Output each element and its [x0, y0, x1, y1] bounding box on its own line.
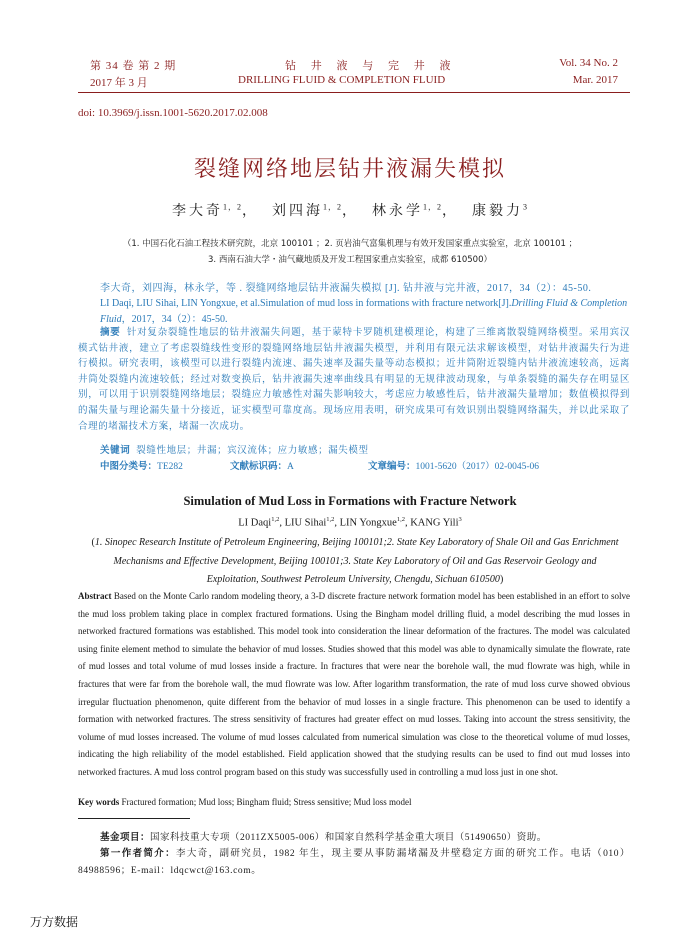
header-date-en: Mar. 2017 [572, 74, 618, 86]
document-code: 文献标识码：A [230, 462, 294, 472]
clc-number: 中图分类号：TE282 [100, 462, 183, 472]
affiliation-cn-line-2: 3. 西南石油大学・油气藏地质及开发工程国家重点实验室，成都 610500） [208, 255, 492, 265]
first-author-note: 第一作者简介：李大奇，副研究员，1982 年生，现主要从事防漏堵漏及井壁稳定方面的研究工作。电话（010）84988596；E-mail：ldqcwct@163.com。 [78, 849, 630, 876]
funding-note: 基金项目：国家科技重大专项（2011ZX5005-006）和国家自然科学基金重大项目（51490650）资助。 [100, 833, 547, 843]
header-volume-cn: 第 34 卷 第 2 期 [90, 60, 177, 72]
abstract-en-label: Abstract [78, 591, 112, 601]
paper-title-cn: 裂缝网络地层钻井液漏失模拟 [193, 157, 506, 182]
abstract-cn-label: 摘要 [100, 328, 121, 338]
citation-en: LI Daqi, LIU Sihai, LIN Yongxue, et al.Simulation of mud loss in formations with fracture network[J].Drilling Fluid & Completion Fluid，2017，34（2）：45-50. [100, 298, 628, 325]
article-number: 文章编号：1001-5620（2017）02-0045-06 [368, 462, 540, 472]
header-journal-en: DRILLING FLUID & COMPLETION FLUID [238, 74, 446, 86]
footnote-divider [78, 818, 190, 819]
paper-title-en: Simulation of Mud Loss in Formations with Fracture Network [183, 494, 517, 508]
affiliation-cn-line-1: （1. 中国石化石油工程技术研究院，北京 100101 ；2. 页岩油气富集机理与有效开发国家重点实验室，北京 100101 ； [122, 239, 578, 249]
watermark-wanfang: 万方数据 [30, 915, 79, 929]
doi[interactable]: doi: 10.3969/j.issn.1001-5620.2017.02.008 [78, 107, 268, 119]
author-cn-1: 李大奇$^{1,2}$， [172, 202, 259, 219]
header-divider [78, 92, 630, 93]
header-journal-cn: 钻 井 液 与 完 井 液 [285, 60, 457, 72]
header-volume-en: Vol. 34 No. 2 [559, 57, 618, 69]
author-cn-3: 林永学$^{1,2}$， [372, 202, 459, 219]
abstract-en: Abstract Based on the Monte Carlo random modeling theory, a 3-D discrete fracture network formation model has been established in an effort to solve the mud loss problem taking place in complex fractured formations. Using the Bingham model drilling fluid, a model describing the mud losses in networked fractured formations was established. This model took into consideration the linear deformation of the fractures. The model was calculated using finite element method to simulate the behavior of mud losses. Studies showed that this model was able to dynamically simulate the flowrate, rate of mud losses and total volume of mud losses inside a fracture. In fractures that were near the borehole wall, the mud flowrate was high, while in fractures that were far from the borehole wall, the mud flowrate was low. After logarithm transformation, the rate of mud loss curve showed obvious irregular fluctuation phenomenon, quite different from the behavior of mud losses in a single fracture. This phenomenon can be used to identify a formation with networked fractures. The stress sensitivity of fractures had greater effect on mud losses. Taking into account the stress sensitivity, the volume of mud losses increased. The volume of mud losses calculated from numerical simulation was close to the theoretical volume of mud losses, indicating the high reliability of the model established. Field application showed that the studying results can be used to find out mud losses into networked fractures. A mud loss control program based on this study was successfully used in controlling a mud loss just in one shot. [78, 591, 631, 777]
header-date-cn: 2017 年 3 月 [90, 77, 148, 89]
authors-en: LI Daqi$^{1,2}$, LIU Sihai$^{1,2}$, LIN Yongxue$^{1,2}$, KANG Yili$^3$ [238, 516, 462, 529]
affiliations-en: (1. Sinopec Research Institute of Petroleum Engineering, Beijing 100101;2. State Key Laboratory of Shale Oil and Gas Enrichment Mechanisms and Effective Development, Beijing 100101;3. State Key Laboratory of Oil and Gas Reservoir Geology and Exploitation, Southwest Petroleum University, Chengdu, Sichuan 610500) [91, 537, 619, 585]
keywords-en: Key words Fractured formation; Mud loss; Bingham fluid; Stress sensitive; Mud loss model [78, 797, 412, 807]
citation-cn: 李大奇，刘四海，林永学，等 . 裂缝网络地层钻井液漏失模拟 [J]. 钻井液与完井液，2017，34（2）：45-50. [100, 283, 592, 294]
authors-cn [0, 200, 700, 220]
keywords-cn: 关键词 裂缝性地层；井漏；宾汉流体；应力敏感；漏失模型 [100, 446, 369, 456]
author-cn-4: 康毅力$^3$ [472, 202, 528, 219]
abstract-cn: 摘要 针对复杂裂缝性地层的钻井液漏失问题，基于蒙特卡罗随机建模理论，构建了三维离散裂缝网络模型。采用宾汉模式钻井液，建立了考虑裂缝线性变形的裂缝网络地层钻井液漏失模型，并利用有限元法求解该模型，对钻井液漏失行为进行模拟。研究表明，该模型可以进行裂缝内流速、漏失速率及漏失量等动态模拟；近井筒附近裂缝内钻井液流速较高，远离井筒处裂缝内流速较低；经过对数变换后，钻井液漏失速率曲线具有明显的无规律波动现象，与单条裂缝的漏失存在明显区别，可以用于识别裂缝网络地层；裂缝应力敏感性对漏失影响较大，考虑应力敏感性后，钻井液漏失量增加；数值模拟得到的漏失量与理论漏失量十分接近，证实模型可靠度高。现场应用表明，研究成果可有效识别出裂缝网络漏失，并以此采取了合理的堵漏技术方案，堵漏一次成功。 [78, 328, 630, 432]
author-cn-2: 刘四海$^{1,2}$， [272, 202, 359, 219]
